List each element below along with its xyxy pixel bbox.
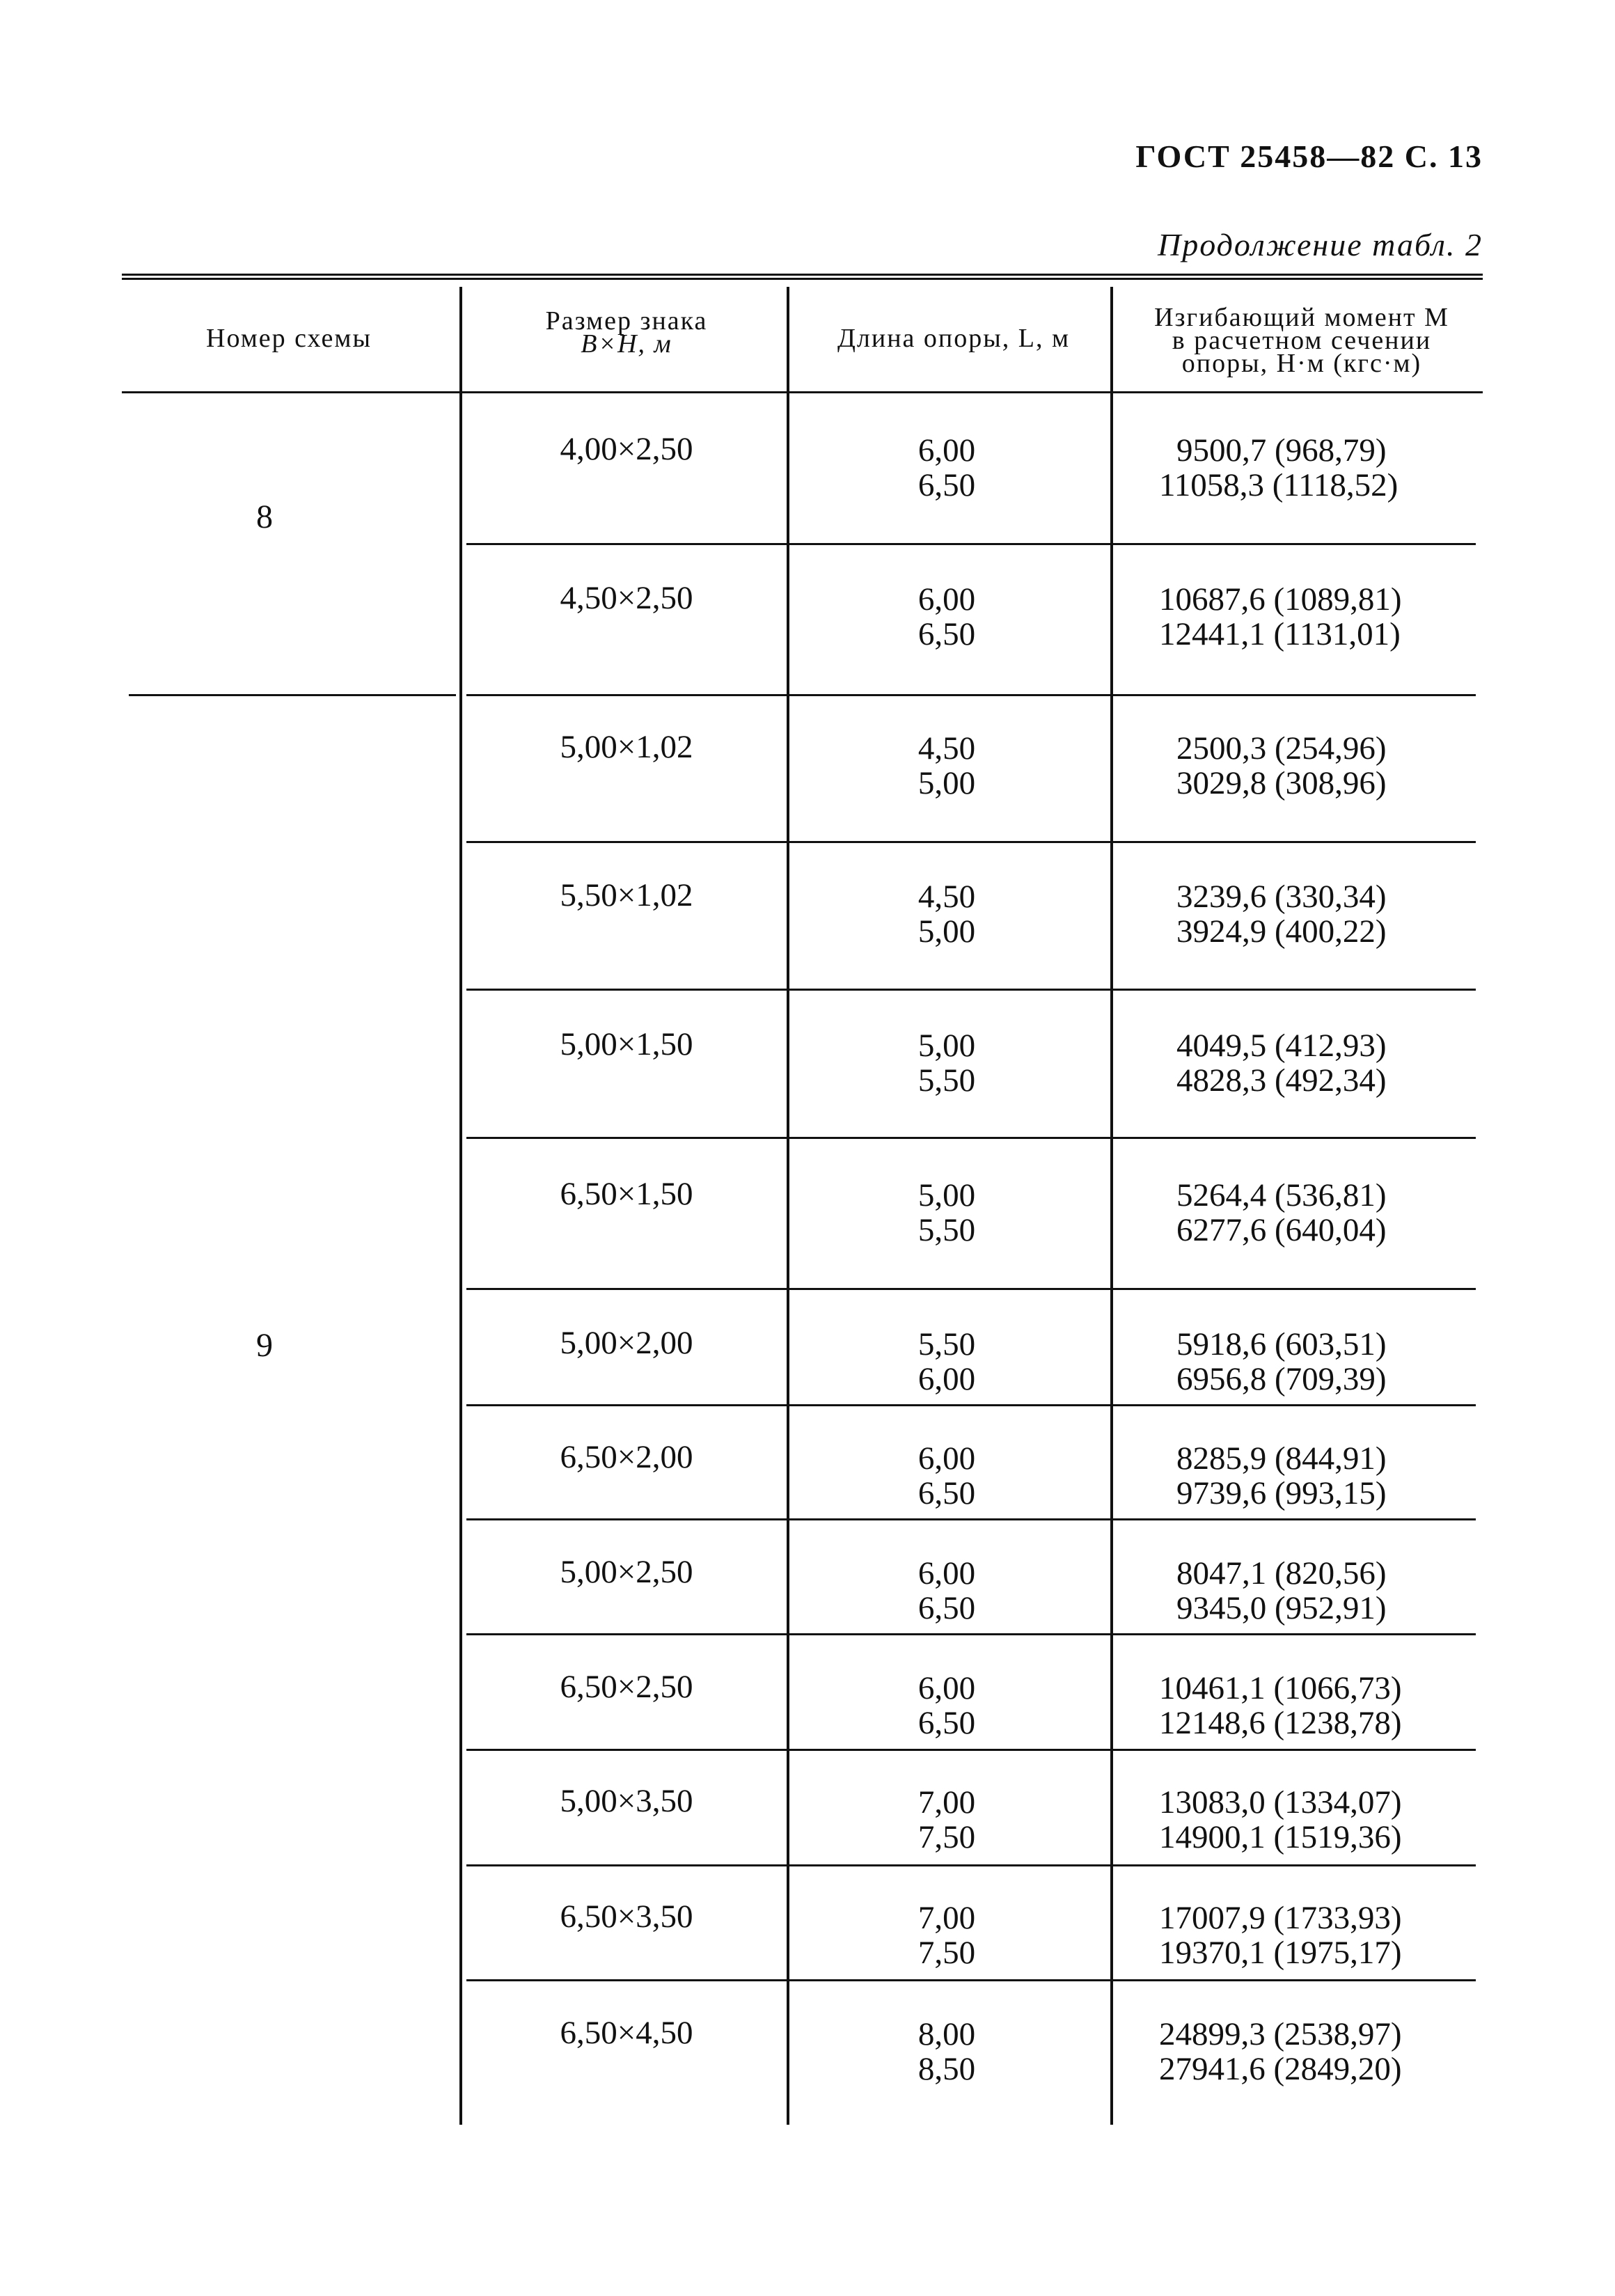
- size-cell: 5,50×1,02: [560, 877, 693, 913]
- size-cell: 6,50×1,50: [560, 1176, 693, 1212]
- moment-cell: 17007,9 (1733,93) 19370,1 (1975,17): [1159, 1900, 1402, 1971]
- moment-cell: 8285,9 (844,91) 9739,6 (993,15): [1176, 1440, 1387, 1511]
- size-cell: 6,50×3,50: [560, 1898, 693, 1935]
- moment-cell: 8047,1 (820,56) 9345,0 (952,91): [1176, 1555, 1387, 1626]
- column-divider-1: [459, 287, 462, 2125]
- moment-cell: 13083,0 (1334,07) 14900,1 (1519,36): [1159, 1784, 1402, 1855]
- size-cell: 5,00×1,02: [560, 729, 693, 765]
- size-cell: 5,00×1,50: [560, 1026, 693, 1062]
- scheme-number-9: 9: [256, 1327, 273, 1364]
- moment-cell: 10687,6 (1089,81) 12441,1 (1131,01): [1159, 581, 1402, 652]
- size-cell: 5,00×3,50: [560, 1783, 693, 1819]
- row-separator: [466, 1633, 1476, 1635]
- length-cell: 7,00 7,50: [917, 1900, 976, 1971]
- length-cell: 5,00 5,50: [917, 1177, 976, 1248]
- moment-cell: 9500,7 (968,79) 11058,3 (1118,52): [1159, 432, 1399, 503]
- moment-cell: 24899,3 (2538,97) 27941,6 (2849,20): [1159, 2016, 1402, 2087]
- column-divider-2: [787, 287, 789, 2125]
- table-top-rule-2: [122, 278, 1483, 280]
- header-moment: Изгибающий момент M в расчетном сечении опоры, Н·м (кгс·м): [1154, 303, 1449, 378]
- length-cell: 6,00 6,50: [917, 581, 976, 652]
- moment-cell: 4049,5 (412,93) 4828,3 (492,34): [1176, 1028, 1387, 1099]
- moment-cell: 3239,6 (330,34) 3924,9 (400,22): [1176, 879, 1387, 950]
- table-top-rule: [122, 274, 1483, 276]
- row-separator: [466, 989, 1476, 991]
- column-divider-3: [1110, 287, 1113, 2125]
- length-cell: 6,00 6,50: [917, 1555, 976, 1626]
- length-cell: 5,50 6,00: [917, 1326, 976, 1397]
- length-cell: 6,00 6,50: [917, 1440, 976, 1511]
- moment-cell: 5264,4 (536,81) 6277,6 (640,04): [1176, 1177, 1387, 1248]
- row-separator: [466, 694, 1476, 696]
- row-separator: [466, 1137, 1476, 1139]
- size-cell: 6,50×2,00: [560, 1439, 693, 1475]
- size-cell: 4,00×2,50: [560, 431, 693, 467]
- row-separator: [466, 1404, 1476, 1406]
- table-continuation-label: Продолжение табл. 2: [1158, 227, 1483, 262]
- length-cell: 5,00 5,50: [917, 1028, 976, 1099]
- size-cell: 4,50×2,50: [560, 580, 693, 616]
- row-separator: [466, 841, 1476, 843]
- row-separator: [466, 1864, 1476, 1866]
- length-cell: 7,00 7,50: [917, 1784, 976, 1855]
- scheme-number-8: 8: [256, 498, 273, 535]
- header-bottom-rule: [122, 391, 1483, 393]
- moment-cell: 2500,3 (254,96) 3029,8 (308,96): [1176, 730, 1387, 801]
- header-scheme: Номер схемы: [206, 324, 372, 353]
- length-cell: 4,50 5,00: [917, 879, 976, 950]
- length-cell: 6,00 6,50: [917, 1670, 976, 1741]
- length-cell: 8,00 8,50: [917, 2016, 976, 2087]
- row-separator: [466, 1749, 1476, 1751]
- header-size: Размер знака B×H, м: [545, 306, 708, 359]
- page-header: ГОСТ 25458—82 С. 13: [1135, 139, 1483, 174]
- size-cell: 5,00×2,00: [560, 1325, 693, 1361]
- length-cell: 6,00 6,50: [917, 432, 976, 503]
- header-length: Длина опоры, L, м: [837, 324, 1071, 353]
- scheme-divider: [129, 694, 456, 696]
- row-separator: [466, 1979, 1476, 1981]
- size-cell: 5,00×2,50: [560, 1554, 693, 1590]
- row-separator: [466, 1288, 1476, 1290]
- size-cell: 6,50×4,50: [560, 2015, 693, 2051]
- length-cell: 4,50 5,00: [917, 730, 976, 801]
- moment-cell: 10461,1 (1066,73) 12148,6 (1238,78): [1159, 1670, 1402, 1741]
- size-cell: 6,50×2,50: [560, 1669, 693, 1705]
- moment-cell: 5918,6 (603,51) 6956,8 (709,39): [1176, 1326, 1387, 1397]
- row-separator: [466, 1518, 1476, 1520]
- row-separator: [466, 543, 1476, 545]
